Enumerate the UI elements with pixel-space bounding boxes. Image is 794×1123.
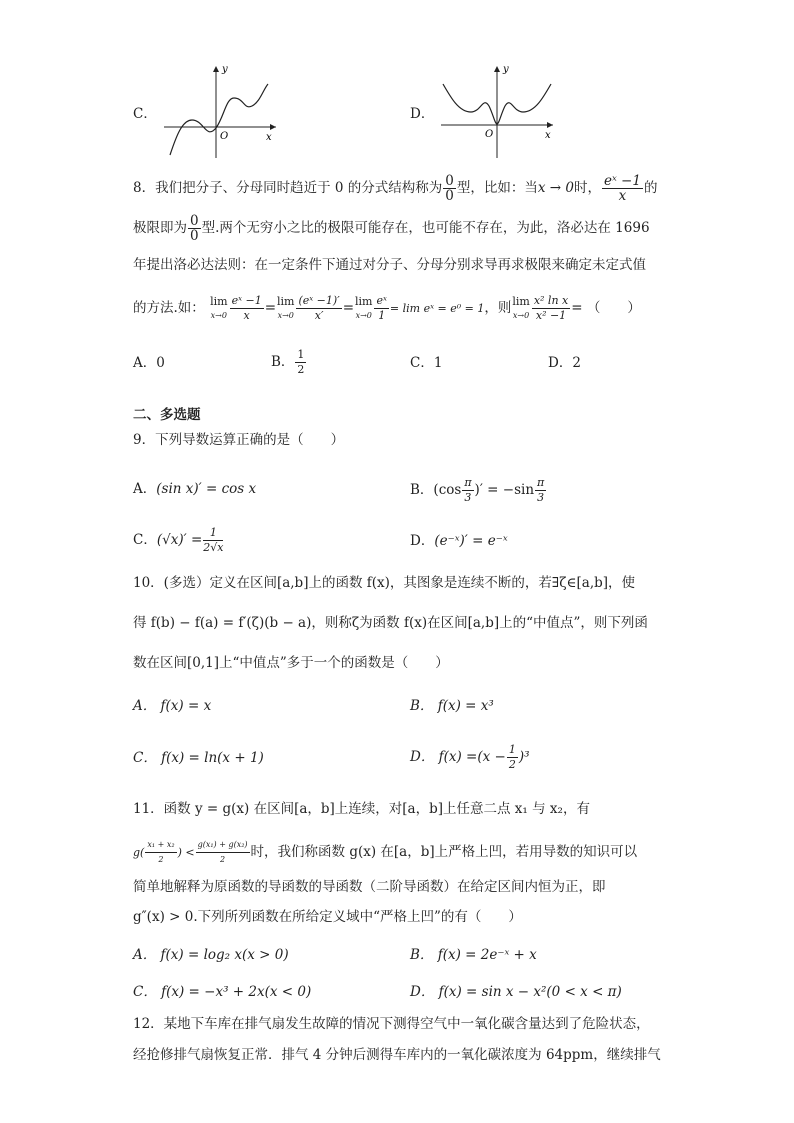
- q9-option-d-expr: (e⁻ˣ)′ = e⁻ˣ: [434, 533, 508, 549]
- q8-lim-3-text: lim: [355, 294, 373, 308]
- q9-option-a-expr: (sin x)′ = cos x: [156, 481, 257, 497]
- q11-frac-2: [196, 838, 250, 867]
- q10-line1: 10．(多选）定义在区间[a,b]上的函数 f(x)，其图象是连续不断的，若∃ζ∈[a,b]，使: [133, 575, 636, 591]
- q11-line3: 简单地解释为原函数的导函数的导函数（二阶导函数）在给定区间内恒为正，即: [133, 879, 606, 895]
- q10-option-d-a: D． f(x) =: [410, 749, 478, 765]
- q9-option-c-frac: [203, 526, 223, 555]
- q8-option-b-num: 1: [297, 348, 305, 361]
- q8-option-b-frac: [295, 348, 306, 377]
- q8-text-d: 时，: [573, 180, 601, 196]
- q9-option-b-frac-1: [462, 476, 473, 505]
- q9-stem: 9．下列导数运算正确的是（ ）: [133, 432, 345, 448]
- q8-frac-3-den: 1: [378, 309, 386, 322]
- q8-frac-3-num: eˣ: [376, 294, 387, 307]
- q8-frac-e: [602, 174, 643, 203]
- q8-option-a[interactable]: A．0: [133, 355, 165, 371]
- q8-lim-4-text: lim: [512, 294, 530, 308]
- q8-limit-result: = lim eˣ = e⁰ = 1: [389, 302, 485, 315]
- graph-c-x-label: x: [266, 132, 272, 143]
- q8-text-c: x → 0: [537, 180, 574, 196]
- q9-option-d[interactable]: [410, 532, 508, 550]
- q8-lim-4-sub: x→0: [512, 310, 530, 320]
- q8-frac-zero: [443, 174, 456, 203]
- q9-option-b-frac-2: [535, 476, 546, 505]
- graph-c-y-label: y: [222, 64, 228, 75]
- graph-d-origin: O: [485, 129, 494, 140]
- q8-lim-2-text: lim: [277, 294, 295, 308]
- q11-line2: [133, 838, 637, 867]
- q10-option-d-frac: [507, 743, 518, 772]
- q8-text-a: 8．我们把分子、分母同时趋近于 0 的分式结构称为: [133, 180, 443, 196]
- q11-g-open: g(: [133, 846, 145, 859]
- graph-d-x-arrow: [547, 122, 553, 128]
- q8-text-h: 的方法.如：: [133, 300, 205, 316]
- q8-frac-zero-2-num: 0: [190, 213, 199, 229]
- graph-d: [437, 62, 557, 162]
- q9-option-c-num: 1: [203, 526, 223, 541]
- graph-c-x-arrow: [270, 124, 276, 130]
- q10-line2: 得 f(b) − f(a) = f′(ζ)(b − a)，则称ζ为函数 f(x)在区间[a,b]上的“中值点”，则下列函: [133, 615, 648, 631]
- q8-frac-4: [532, 294, 570, 323]
- q12-line1: 12．某地下车库在排气扇发生故障的情况下测得空气中一氧化碳含量达到了危险状态，: [133, 1016, 650, 1032]
- q8-frac-e-den: x: [618, 188, 627, 204]
- graph-c: [160, 62, 280, 162]
- q8-frac-4-den: x² −1: [535, 309, 567, 322]
- graph-d-x-label: x: [545, 130, 551, 141]
- q8-frac-2-den: x′: [314, 309, 324, 322]
- q8-frac-1: [230, 294, 264, 323]
- q8-lim-1: [210, 295, 227, 323]
- q8-line3: 年提出洛必达法则：在一定条件下通过对分子、分母分别求导再求极限来确定未定式值: [133, 257, 646, 273]
- q9-b-pi-den-1: 3: [464, 491, 472, 504]
- q10-option-d-den: 2: [508, 758, 516, 771]
- section-title: 二、多选题: [133, 407, 201, 423]
- q8-frac-zero-den: 0: [445, 188, 454, 204]
- q9-b-pi-num-2: π: [537, 476, 545, 489]
- q9-b-pi-den-2: 3: [537, 491, 545, 504]
- q8-line4: 的方法.如： lim x→0 $\frac{\text{eˣ −1}}{x}$ = lim x→0 $\frac{\text{(eˣ −1)′}}{x'}$ = lim x→0 $\frac{\text{eˣ}}{1}$ = lim eˣ = e⁰ = 1，则 lim x→0 $\frac{\text{x² ln x}}{\text{x² −1}}$ = （ ）: [133, 294, 641, 322]
- q10-option-d-c: )³: [518, 749, 530, 765]
- q11-line2-text: 时，我们称函数 g(x) 在[a，b]上严格上凹，若用导数的知识可以: [250, 844, 638, 860]
- q9-option-b-label: B．: [410, 482, 434, 498]
- graph-c-curve: [170, 84, 268, 155]
- q11-frac-2-den: 2: [220, 855, 226, 864]
- q11-line1: 11．函数 y = g(x) 在区间[a，b]上连续，对[a，b]上任意二点 x₁ 与 x₂，有: [133, 801, 590, 817]
- graph-d-y-arrow: [494, 66, 500, 72]
- q8-text-g: 型.两个无穷小之比的极限可能存在，也可能不存在，为此，洛必达在 1696: [201, 220, 650, 236]
- q11-option-a[interactable]: A． f(x) = log₂ x(x > 0): [133, 947, 289, 963]
- q10-option-a[interactable]: A． f(x) = x: [133, 698, 212, 714]
- q11-frac-2-num: g(x₁) + g(x₂): [196, 838, 250, 853]
- q10-option-b[interactable]: B． f(x) = x³: [410, 698, 494, 714]
- q8-text-f: 极限即为: [133, 220, 187, 236]
- graph-c-y-arrow: [213, 66, 219, 72]
- q8-option-b-den: 2: [297, 363, 305, 376]
- q8-frac-2-num: (eˣ −1)′: [298, 294, 340, 307]
- q10-option-d-num: 1: [508, 743, 516, 756]
- q8-lim-3-sub: x→0: [355, 310, 372, 320]
- q8-lim-4: [512, 295, 529, 323]
- q12-line2: 经抢修排气扇恢复正常．排气 4 分钟后测得车库内的一氧化碳浓度为 64ppm，继续排气: [133, 1047, 661, 1063]
- q11-option-b[interactable]: B． f(x) = 2e⁻ˣ + x: [410, 947, 537, 963]
- q8-lim-3: [355, 295, 372, 323]
- q9-option-d-label: D．: [410, 533, 435, 549]
- q8-frac-zero-2-den: 0: [190, 228, 199, 244]
- q8-lim-2-sub: x→0: [277, 310, 294, 320]
- q10-option-d[interactable]: [410, 743, 530, 772]
- q11-option-c[interactable]: C． f(x) = −x³ + 2x(x < 0): [133, 984, 312, 1000]
- graph-d-y-label: y: [503, 64, 509, 75]
- q8-frac-1-num: eˣ −1: [231, 294, 262, 307]
- q8-lim-2: [277, 295, 294, 323]
- q8-frac-2: [296, 294, 341, 323]
- q9-option-c-den: 2√x: [203, 541, 224, 554]
- q8-frac-zero-2: [188, 214, 201, 243]
- q8-option-b-label: B．: [271, 354, 295, 370]
- q9-option-b-expr-a: (cos: [433, 482, 462, 498]
- q8-option-c[interactable]: C．1: [410, 355, 443, 371]
- q11-line4: g″(x) > 0.下列所列函数在所给定义域中“严格上凹”的有（ ）: [133, 909, 522, 925]
- q9-option-b-expr-b: )′ = −sin: [474, 482, 535, 498]
- q8-text-b: 型，比如：当: [456, 180, 538, 196]
- q8-frac-1-den: x: [243, 309, 250, 322]
- q10-line3: 数在区间[0,1]上“中值点”多于一个的函数是（ ）: [133, 655, 449, 671]
- q9-option-a-label: A．: [133, 481, 157, 497]
- q9-option-b[interactable]: [410, 476, 547, 505]
- q10-option-c[interactable]: C． f(x) = ln(x + 1): [133, 750, 264, 766]
- graph-c-origin: O: [220, 131, 229, 142]
- q11-option-d[interactable]: D． f(x) = sin x − x²(0 < x < π): [410, 984, 622, 1000]
- q8-frac-3: [374, 294, 388, 323]
- q8-option-d[interactable]: D．2: [548, 355, 581, 371]
- q11-frac-1-num: x₁ + x₂: [145, 838, 176, 853]
- q9-option-c[interactable]: [133, 526, 224, 555]
- q8-text-j: = （ ）: [571, 300, 641, 316]
- q11-frac-1: [145, 838, 176, 867]
- q8-frac-e-num: eˣ −1: [603, 173, 641, 189]
- q9-option-c-expr: (√x)′ =: [156, 532, 203, 548]
- q8-option-b[interactable]: [271, 348, 307, 377]
- q9-option-a[interactable]: [133, 480, 256, 498]
- q8-frac-zero-num: 0: [445, 173, 454, 189]
- q8-lim-1-sub: x→0: [210, 310, 227, 320]
- q8-lim-1-text: lim: [210, 294, 228, 308]
- q8-text-i: ，则: [484, 300, 512, 316]
- q8-text-e: 的: [643, 180, 658, 196]
- option-d-label: D．: [410, 106, 435, 122]
- q8-frac-4-num: x² ln x: [533, 294, 569, 307]
- option-c-label: C．: [133, 106, 157, 122]
- q9-option-c-label: C．: [133, 532, 157, 548]
- q9-b-pi-num-1: π: [464, 476, 472, 489]
- q8-line2: [133, 214, 650, 243]
- q11-g-lt: ) <: [177, 846, 195, 859]
- q8-line1: [133, 174, 657, 203]
- q10-option-d-b: (x −: [477, 749, 506, 765]
- q11-frac-1-den: 2: [158, 855, 164, 864]
